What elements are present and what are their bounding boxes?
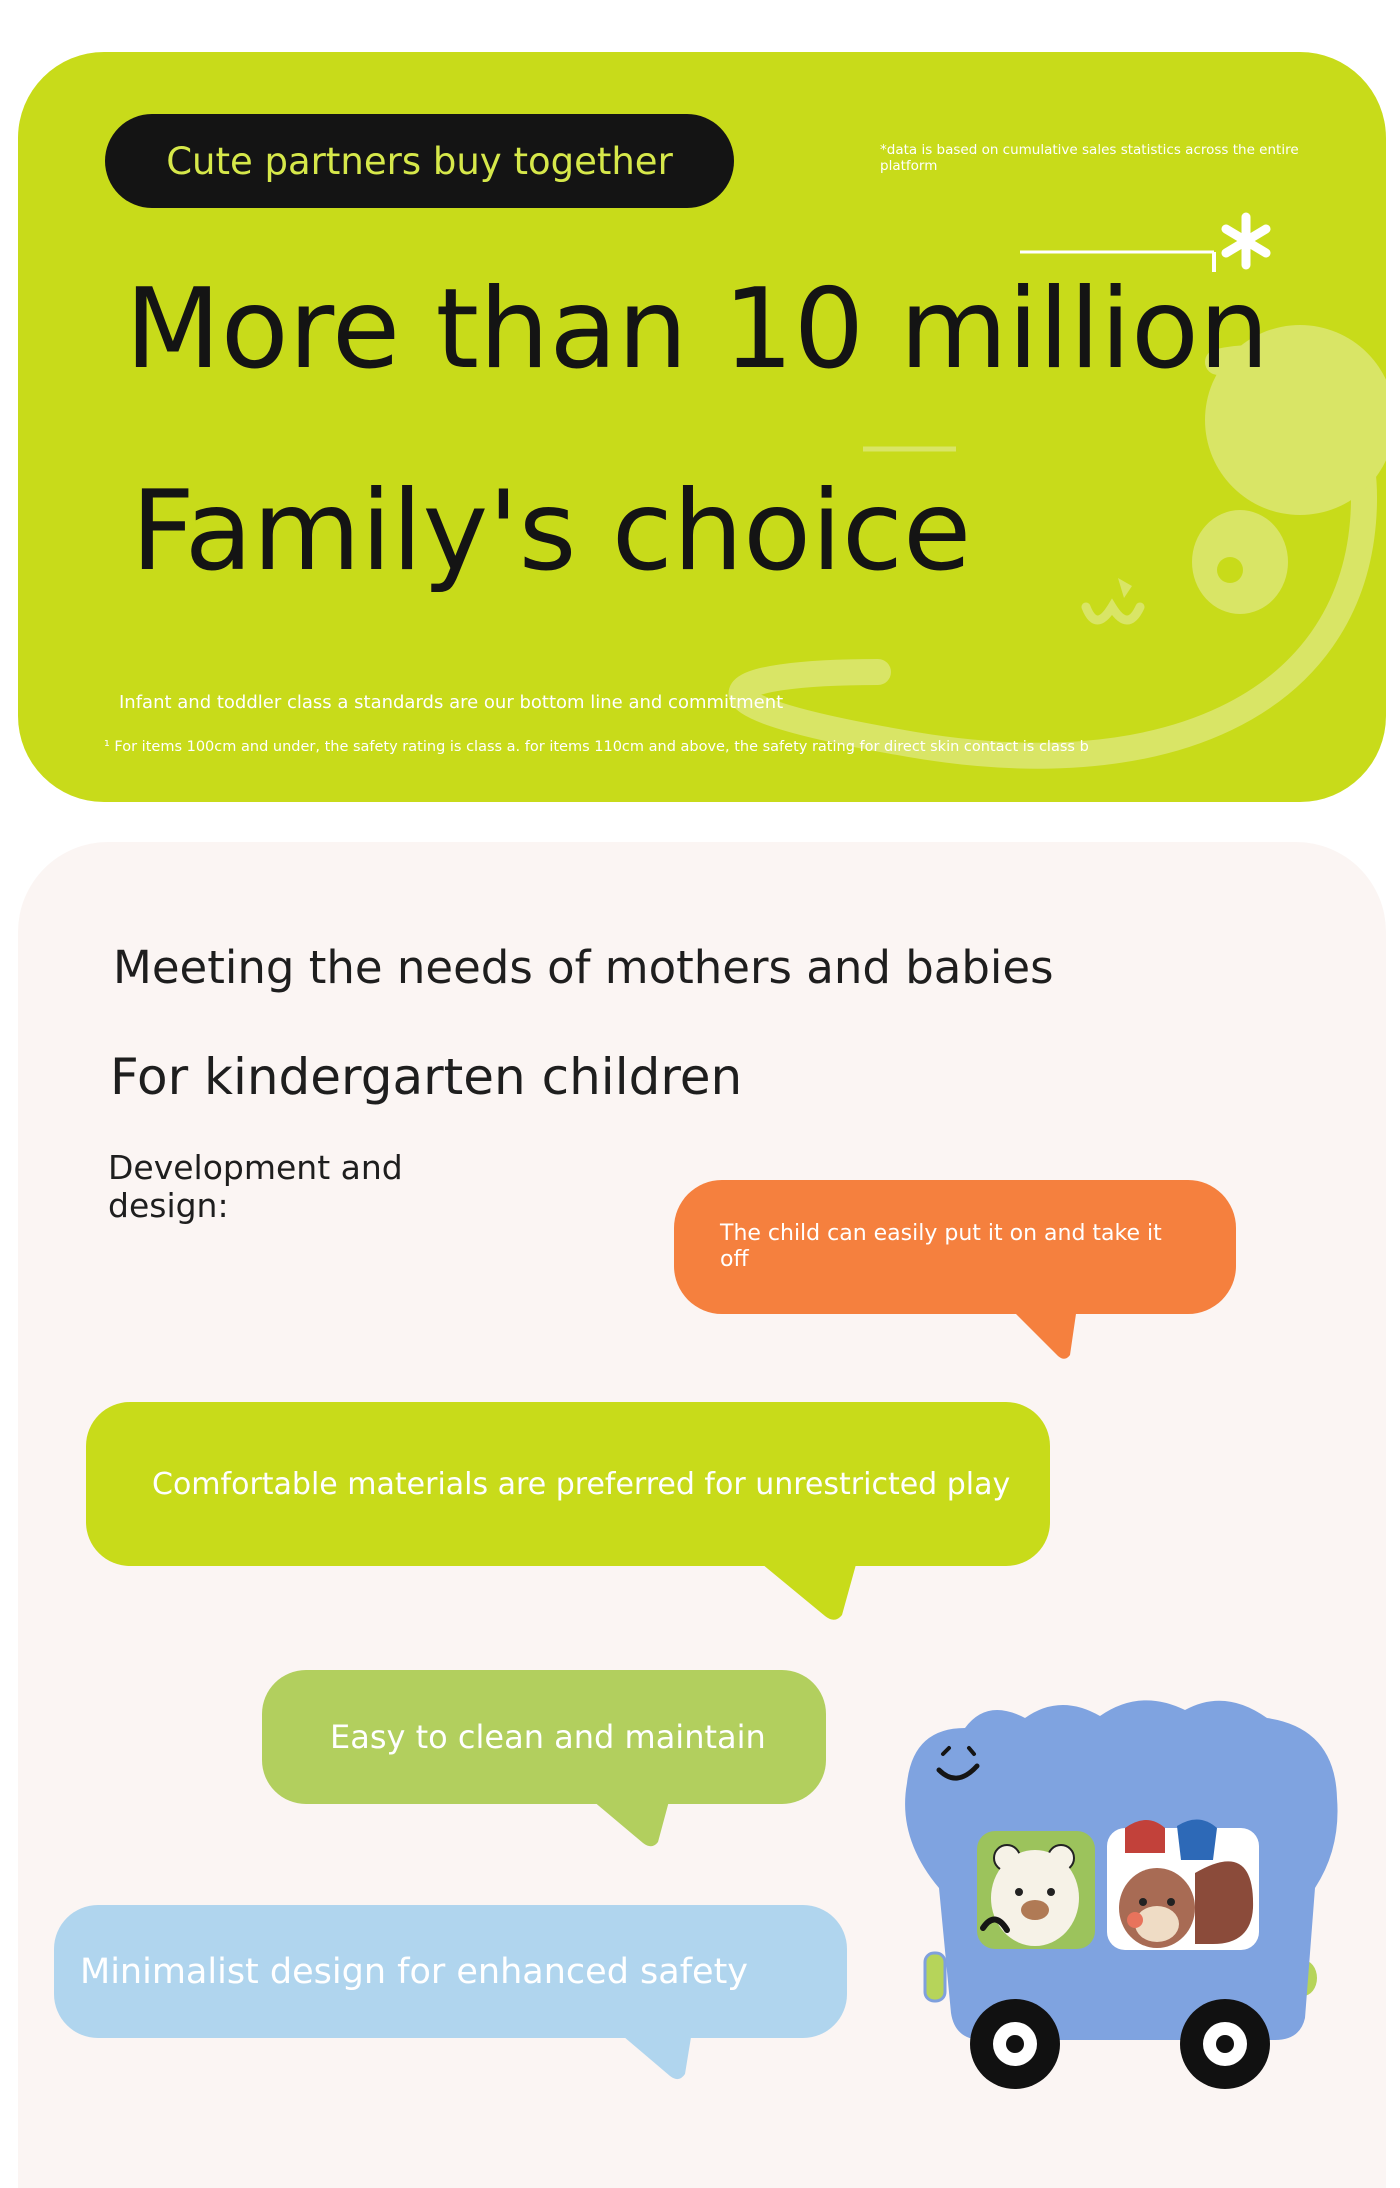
speech-bubble-comfortable-materials [86,1402,1050,1566]
headline-line1: More than 10 million [125,265,1270,394]
bus-with-animals-icon [895,1688,1350,2098]
speech-bubble-minimalist-safety [54,1905,847,2038]
bubble-text: The child can easily put it on and take it off [720,1221,1162,1272]
bubble-text: Minimalist design for enhanced safety [80,1951,749,1992]
banner-subtitle: Infant and toddler class a standards are our bottom line and commitment [119,692,784,713]
speech-bubble-easy-on-off [674,1180,1236,1314]
data-source-note: *data is based on cumulative sales statistics across the entire platform [880,142,1299,174]
heading-mothers-babies: Meeting the needs of mothers and babies [113,941,1054,994]
bubble-text: Easy to clean and maintain [330,1718,766,1756]
speech-bubble-easy-clean [262,1670,826,1804]
heading-development-design: Development and design: [108,1148,403,1225]
headline-line2: Family's choice [131,467,972,596]
tagline-text: Cute partners buy together [166,139,673,183]
heading-kindergarten: For kindergarten children [110,1048,743,1106]
bubble-text: Comfortable materials are preferred for unrestricted play [152,1466,1011,1502]
banner-footnote: ¹ For items 100cm and under, the safety rating is class a. for items 110cm and above, the safety rating for direct skin contact is class b [104,739,1089,755]
